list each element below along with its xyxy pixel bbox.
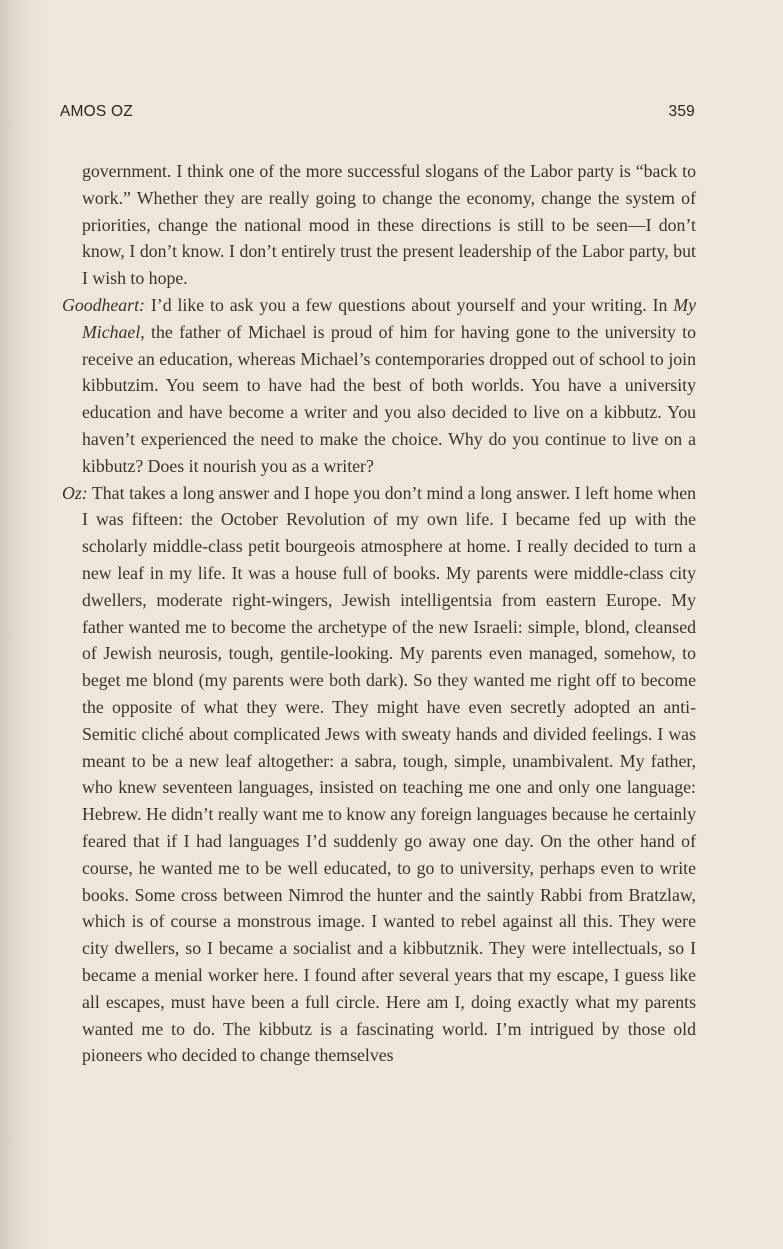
book-title-italic: My Michael: [82, 294, 696, 342]
paragraph-text: , the father of Michael is proud of him for having gone to the university to receive an education, whereas Michael’s contemporaries dropped out of school to join kibbutzim. You seem to have had the best of both worlds. You have a university education and have become a writer and you also decided to live on a kibbutz. You haven’t experienced the need to make the choice. Why do you continue to live on a kibbutz? Does it nourish you as a writer?: [82, 321, 696, 476]
speaker-label-oz: Oz:: [62, 482, 88, 503]
paragraph-oz: [62, 480, 696, 1070]
body-text: [62, 158, 696, 1069]
paragraph-text: That takes a long answer and I hope you don’t mind a long answer. I left home when I was fifteen: the October Revolution of my own life. I became fed up with the scholarly middle-class petit bourgeois atmosphere at home. I really decided to turn a new leaf in my life. It was a house full of books. My parents were middle-class city dwellers, moderate right-wingers, Jewish intelligentsia from eastern Europe. My father wanted me to become the archetype of the new Israeli: simple, blond, cleansed of Jewish neurosis, tough, gentile-looking. My parents even managed, somehow, to beget me blond (my parents were both dark). So they wanted me right off to become the opposite of what they were. They might have even secretly adopted an anti-Semitic cliché about complicated Jews with sweaty hands and divided feelings. I was meant to be a new leaf altogether: a sabra, tough, simple, unambivalent. My father, who knew seventeen languages, insisted on teaching me one and only one language: Hebrew. He didn’t really want me to know any foreign languages because he certainly feared that if I had languages I’d suddenly go away one day. On the other hand of course, he wanted me to be well educated, to go to university, perhaps even to write books. Some cross between Nimrod the hunter and the saintly Rabbi from Bratzlaw, which is of course a monstrous image. I wanted to rebel against all this. They were city dwellers, so I became a socialist and a kibbutznik. They were intellectuals, so I became a menial worker here. I found after several years that my escape, I guess like all escapes, must have been a full circle. Here am I, doing exactly what my parents wanted me to do. The kibbutz is a fascinating world. I’m intrigued by those old pioneers who decided to change themselves: [82, 482, 696, 1066]
paragraph-continuation: [62, 158, 696, 292]
page-number: 359: [668, 103, 695, 120]
paragraph-goodheart: [62, 292, 696, 480]
paragraph-text: government. I think one of the more successful slogans of the Labor party is “back to work.” Whether they are really going to change the economy, change the system of priorities, change the national mood in these directions is still to be seen—I don’t know, I don’t know. I don’t entirely trust the present leadership of the Labor party, but I wish to hope.: [82, 161, 696, 289]
speaker-label-goodheart: Goodheart:: [62, 294, 145, 315]
paragraph-text: I’d like to ask you a few questions about yourself and your writing. In: [144, 294, 674, 315]
running-head-title: AMOS OZ: [60, 103, 133, 120]
